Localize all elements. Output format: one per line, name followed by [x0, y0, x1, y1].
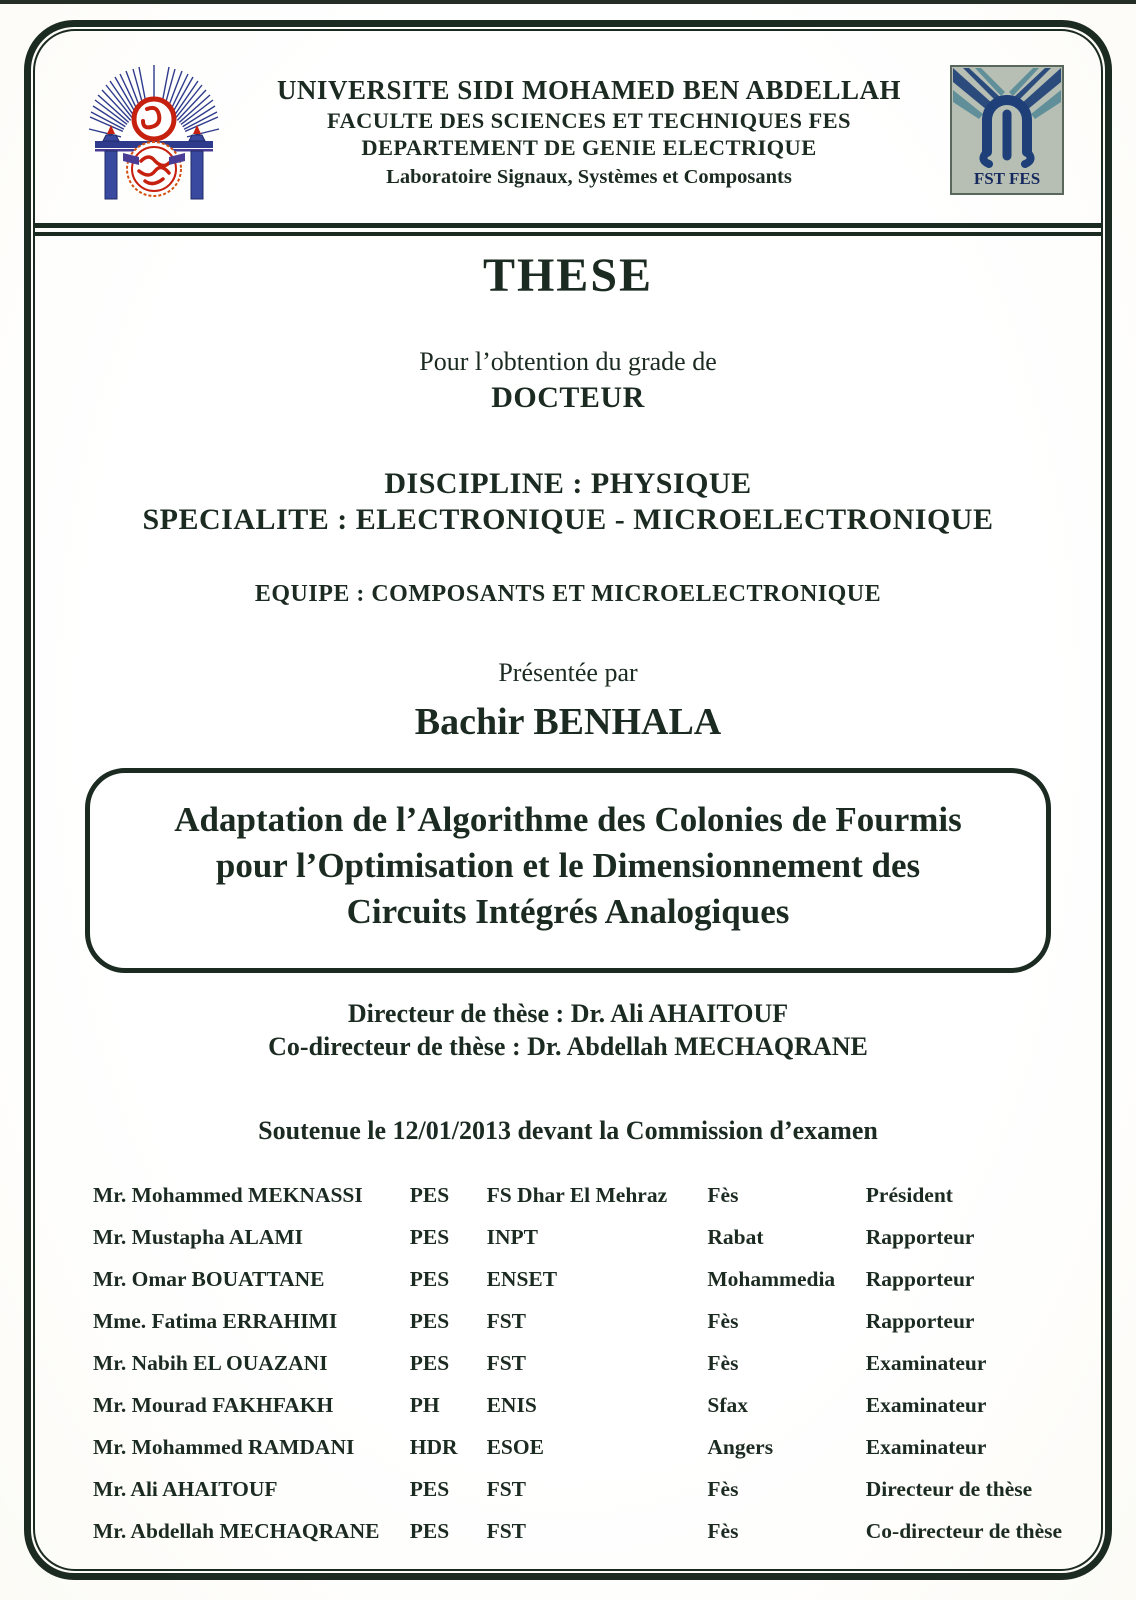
member-institution: ENIS: [486, 1392, 537, 1417]
laboratory-name: Laboratoire Signaux, Systèmes et Composants: [386, 165, 792, 188]
member-city: Fès: [707, 1518, 739, 1543]
committee-row: [93, 1468, 1053, 1510]
member-name: Mr. Nabih EL OUAZANI: [93, 1350, 328, 1375]
thesis-title-line-2: pour l’Optimisation et le Dimensionnement des: [215, 846, 921, 886]
member-role: Rapporteur: [865, 1224, 975, 1249]
member-role: Président: [865, 1182, 953, 1207]
member-city: Angers: [707, 1434, 774, 1459]
page-border-frame: [24, 20, 1112, 1580]
presented-by-label: Présentée par: [498, 658, 638, 687]
member-institution: INPT: [486, 1224, 538, 1249]
member-name: Mme. Fatima ERRAHIMI: [93, 1308, 338, 1333]
page-border-frame-inner: [33, 29, 1103, 1571]
member-grade: PES: [409, 1476, 450, 1501]
fst-fes-logo: [949, 64, 1065, 201]
university-name: UNIVERSITE SIDI MOHAMED BEN ABDELLAH: [276, 75, 902, 106]
member-role: Rapporteur: [865, 1308, 975, 1333]
member-institution: FST: [486, 1308, 527, 1333]
member-role: Directeur de thèse: [865, 1476, 1033, 1501]
member-institution: FST: [486, 1350, 527, 1375]
member-role: Examinateur: [865, 1434, 987, 1459]
member-city: Mohammedia: [707, 1266, 836, 1291]
fst-fes-caption: FST FES: [973, 168, 1041, 188]
member-grade: PES: [409, 1518, 450, 1543]
member-city: Fès: [707, 1476, 739, 1501]
member-city: Rabat: [707, 1224, 764, 1249]
grade-line: DOCTEUR: [491, 381, 645, 414]
header-separator-rule: [35, 223, 1101, 236]
member-grade: PES: [409, 1350, 450, 1375]
member-role: Co-directeur de thèse: [865, 1518, 1063, 1543]
committee-row: [93, 1384, 1053, 1426]
member-role: Examinateur: [865, 1392, 987, 1417]
committee-row: [93, 1174, 1053, 1216]
university-seal-icon: [79, 57, 229, 202]
member-city: Fès: [707, 1350, 739, 1375]
committee-row: [93, 1426, 1053, 1468]
director-line: Directeur de thèse : Dr. Ali AHAITOUF: [347, 998, 789, 1028]
defense-line: Soutenue le 12/01/2013 devant la Commission d’examen: [258, 1116, 878, 1146]
member-name: Mr. Mohammed RAMDANI: [93, 1434, 355, 1459]
member-name: Mr. Mohammed MEKNASSI: [93, 1182, 363, 1207]
faculty-name: FACULTE DES SCIENCES ET TECHNIQUES FES: [327, 108, 851, 134]
member-name: Mr. Ali AHAITOUF: [93, 1476, 278, 1501]
member-grade: PES: [409, 1224, 450, 1249]
author-name: Bachir BENHALA: [414, 701, 722, 743]
member-institution: FS Dhar El Mehraz: [486, 1182, 668, 1207]
member-institution: ENSET: [486, 1266, 558, 1291]
member-city: Sfax: [707, 1392, 749, 1417]
scan-top-edge: [0, 0, 1136, 4]
member-city: Fès: [707, 1308, 739, 1333]
these-heading: THESE: [482, 249, 654, 302]
university-seal-logo: [79, 57, 229, 207]
member-institution: FST: [486, 1476, 527, 1501]
member-role: Rapporteur: [865, 1266, 975, 1291]
fst-fes-icon: [949, 64, 1065, 196]
member-institution: ESOE: [486, 1434, 544, 1459]
member-name: Mr. Abdellah MECHAQRANE: [93, 1518, 380, 1543]
equipe-line: EQUIPE : COMPOSANTS ET MICROELECTRONIQUE: [254, 581, 882, 607]
thesis-title-box: [85, 768, 1051, 973]
member-name: Mr. Omar BOUATTANE: [93, 1266, 325, 1291]
member-institution: FST: [486, 1518, 527, 1543]
thesis-title-line-3: Circuits Intégrés Analogiques: [346, 892, 790, 932]
member-grade: PES: [409, 1182, 450, 1207]
department-name: DEPARTEMENT DE GENIE ELECTRIQUE: [361, 135, 817, 161]
specialite-line: SPECIALITE : ELECTRONIQUE - MICROELECTRONIQUE: [142, 503, 994, 536]
member-role: Examinateur: [865, 1350, 987, 1375]
member-grade: PH: [409, 1392, 440, 1417]
committee-row: [93, 1510, 1063, 1552]
header: [35, 31, 1101, 213]
codirector-line: Co-directeur de thèse : Dr. Abdellah MECHAQRANE: [268, 1032, 868, 1062]
committee-row: [93, 1258, 1053, 1300]
committee-row: [93, 1342, 1053, 1384]
member-name: Mr. Mustapha ALAMI: [93, 1224, 304, 1249]
member-grade: HDR: [409, 1434, 458, 1459]
committee-row: [93, 1300, 1053, 1342]
header-text-block: [243, 74, 935, 190]
discipline-line: DISCIPLINE : PHYSIQUE: [384, 467, 752, 500]
committee-row: [93, 1216, 1053, 1258]
committee-table: [93, 1174, 1063, 1552]
cover-content: [35, 248, 1101, 1552]
thesis-title-line-1: Adaptation de l’Algorithme des Colonies de Fourmis: [174, 800, 962, 839]
grade-intro-line: Pour l’obtention du grade de: [419, 347, 717, 376]
member-name: Mr. Mourad FAKHFAKH: [93, 1392, 334, 1417]
member-grade: PES: [409, 1266, 450, 1291]
member-grade: PES: [409, 1308, 450, 1333]
member-city: Fès: [707, 1182, 739, 1207]
